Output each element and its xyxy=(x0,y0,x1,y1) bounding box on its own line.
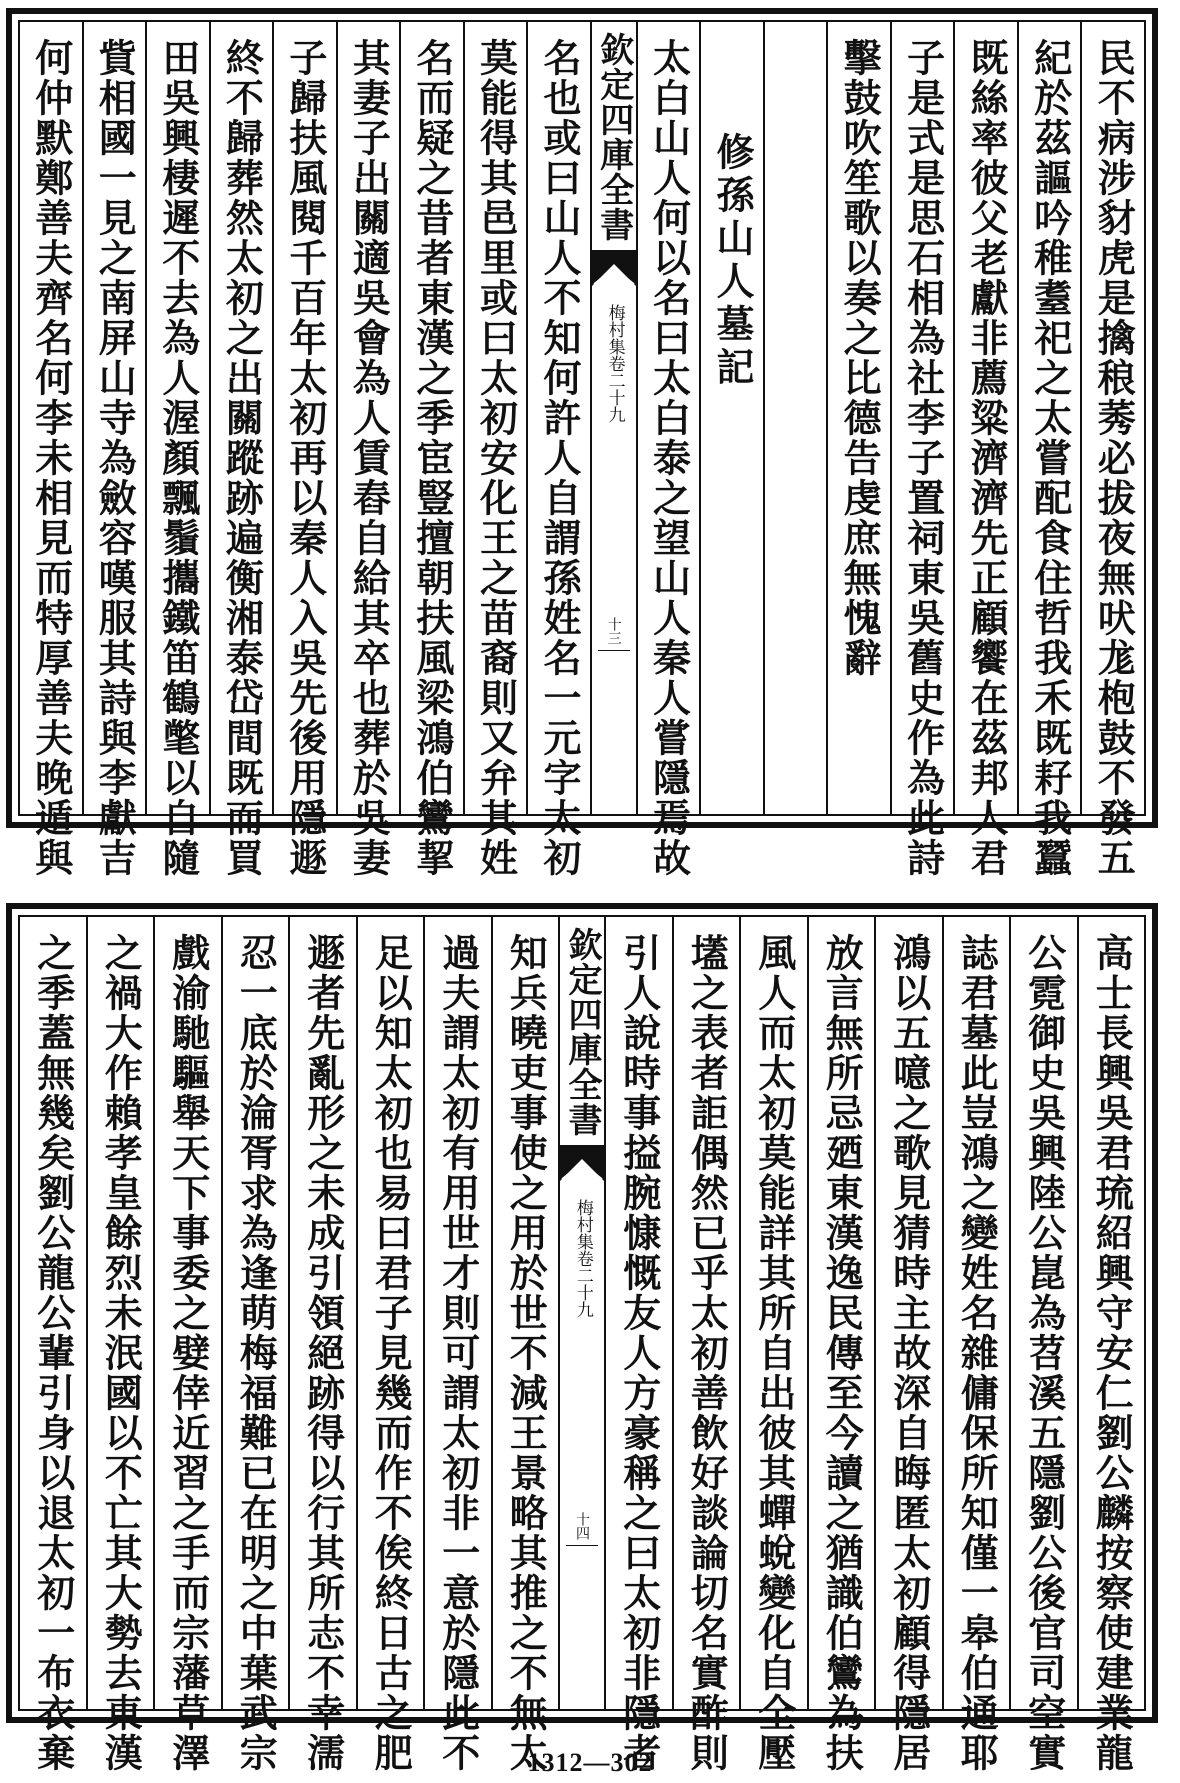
text-column xyxy=(399,22,463,878)
text-column xyxy=(336,22,400,878)
text-column xyxy=(739,917,807,1773)
text-column xyxy=(20,917,86,1773)
volume-label: 梅村集卷二十九 xyxy=(572,1199,593,1318)
text-column xyxy=(874,917,942,1773)
text-column xyxy=(82,22,146,878)
text-column xyxy=(807,917,875,1773)
text-column xyxy=(423,917,491,1773)
column-text: 之禍大作賴孝皇餘烈未泯國以不亡其大勢去東漢 xyxy=(98,933,144,1773)
text-column xyxy=(890,22,954,878)
column-text: 田吳興棲遲不去為人渥顏飄鬚攜鐵笛鶴氅以自隨 xyxy=(155,38,201,878)
text-column xyxy=(463,22,527,878)
column-text: 太白山人何以名曰太白泰之望山人秦人嘗隱焉故 xyxy=(646,38,692,878)
text-columns xyxy=(20,22,1144,878)
text-column xyxy=(20,22,82,878)
column-text: 終不歸葬然太初之出關蹤跡遍衡湘泰岱間既而買 xyxy=(219,38,265,878)
text-column xyxy=(86,917,154,1773)
column-text: 貲相國一見之南屏山寺為斂容嘆服其詩與李獻吉 xyxy=(92,38,138,878)
text-column xyxy=(145,22,209,878)
column-text: 民不病涉豺虎是擒稂莠必拔夜無吠尨枹鼓不發五 xyxy=(1091,38,1137,878)
column-text: 之季蓋無幾矣劉公龍公輩引身以退太初一布衣棄 xyxy=(30,933,76,1773)
column-text: 紀於茲謳吟稚耋祀之太嘗配食住哲我禾既耔我蠶 xyxy=(1027,38,1073,878)
text-column xyxy=(209,22,273,878)
text-column xyxy=(491,917,559,1773)
column-text: 遯者先亂形之未成引領絕跡得以行其所志不幸濡 xyxy=(300,933,346,1773)
column-text: 公霓御史吳興陸公崑為苕溪五隱劉公後官司空實 xyxy=(1021,933,1067,1773)
text-column xyxy=(699,22,763,814)
column-text: 子歸扶風閱千百年太初再以秦人入吳先後用隱遯 xyxy=(282,38,328,878)
section-title: 修孫山人墓記 xyxy=(710,132,756,390)
column-text: 誌君墓此豈鴻之變姓名雜傭保所知僅一皋伯通耶 xyxy=(954,933,1000,1773)
blank-column xyxy=(763,22,827,814)
text-column xyxy=(1009,917,1077,1773)
text-column xyxy=(221,917,289,1773)
book-title: 欽定四庫全書 xyxy=(593,32,634,242)
page-frame xyxy=(18,20,1146,878)
column-text: 過夫謂太初有用世才則可謂太初非一意於隱此不 xyxy=(435,933,481,1773)
column-text: 風人而太初莫能詳其所自出彼其蟬蛻變化自全壓 xyxy=(751,933,797,1773)
text-column xyxy=(272,22,336,878)
fishtail-icon xyxy=(560,1145,604,1181)
fishtail-icon xyxy=(592,250,636,286)
column-text: 忍一底於淪胥求為逢萌梅福難已在明之中葉武宗 xyxy=(233,933,279,1773)
column-text: 何仲默鄭善夫齊名何李未相見而特厚善夫晚遁與 xyxy=(28,38,74,878)
text-column xyxy=(1080,22,1144,878)
column-text: 莫能得其邑里或曰太初安化王之苗裔則又弁其姓 xyxy=(473,38,519,878)
volume-label: 梅村集卷二十九 xyxy=(604,304,625,423)
leaf-rule xyxy=(566,1545,598,1546)
text-column xyxy=(288,917,356,1773)
text-column xyxy=(356,917,424,1773)
text-column xyxy=(1017,22,1081,878)
column-text: 鴻以五噫之歌見猜時主故深自晦匿太初顧得隱居 xyxy=(886,933,932,1773)
fishtail-mark xyxy=(592,250,636,286)
leaf-number: 十四 xyxy=(574,1512,590,1540)
leaf-rule xyxy=(598,650,630,651)
text-column xyxy=(1077,917,1145,1773)
text-column xyxy=(942,917,1010,1773)
page-leaf-13 xyxy=(6,8,1158,878)
column-text: 既絲率彼父老獻非薦粱濟濟先正顧饗在茲邦人君 xyxy=(964,38,1010,878)
fishtail-mark xyxy=(560,1145,604,1181)
column-text: 壒之表者詎偶然已乎太初善飲好談論切名實酢則 xyxy=(684,933,730,1773)
column-text: 名而疑之昔者東漢之季宦豎擅朝扶風梁鴻伯鸞挈 xyxy=(409,38,455,878)
text-column xyxy=(604,917,672,1773)
column-text: 知兵曉吏事使之用於世不減王景略其推之不無太 xyxy=(503,933,549,1773)
text-column xyxy=(953,22,1017,878)
column-text: 子是式是思石相為社李子置祠東吳舊史作為此詩 xyxy=(900,38,946,878)
column-text: 擊鼓吹笙歌以奏之比德告虔庶無愧辭 xyxy=(837,38,883,678)
column-text: 戲渝馳驅舉天下事委之嬖倖近習之手而宗藩草澤 xyxy=(165,933,211,1773)
folio-number: 1312—302 xyxy=(527,1748,653,1777)
column-text: 引人說時事搤腕慷慨友人方豪稱之曰太初非隱者 xyxy=(616,933,662,1773)
center-fold xyxy=(558,917,604,1709)
column-text: 放言無所忌廼東漢逸民傳至今讀之猶識伯鸞為扶 xyxy=(819,933,865,1773)
column-text: 其妻子出關適吳會為人賃舂自給其卒也葬於吳妻 xyxy=(346,38,392,878)
leaf-number: 十三 xyxy=(605,617,622,645)
text-column xyxy=(153,917,221,1773)
column-text: 名也或曰山人不知何許人自謂孫姓名一元字太初 xyxy=(536,38,582,878)
column-text: 高士長興吳君琉紹興守安仁劉公麟按察使建業龍 xyxy=(1089,933,1135,1773)
text-column xyxy=(826,22,890,814)
text-column xyxy=(636,22,700,878)
text-column xyxy=(672,917,740,1773)
text-column xyxy=(526,22,590,878)
center-fold xyxy=(590,22,636,814)
column-text: 足以知太初也易曰君子見幾而作不俟終日古之肥 xyxy=(368,933,414,1773)
book-title: 欽定四庫全書 xyxy=(562,927,602,1137)
